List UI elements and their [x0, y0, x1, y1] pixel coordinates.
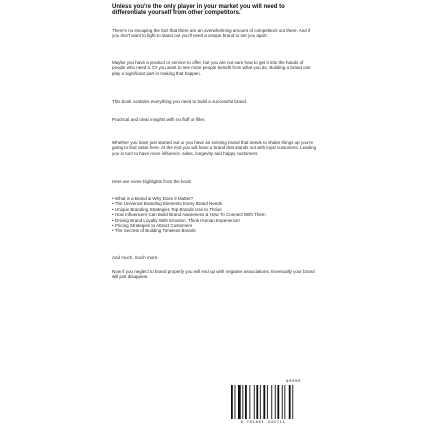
list-item: • The Universal Branding Elements Every Brand Needs	[112, 201, 223, 207]
barcode-bars	[225, 385, 301, 421]
list-item: • Pricing Strategies to Attract Customers	[112, 223, 193, 229]
highlights-intro: Here are some highlights from the book:	[112, 179, 193, 184]
cover-heading-line1: Unless you're the only player in your market you will need to	[112, 4, 285, 10]
isbn-barcode	[225, 380, 301, 428]
intro-paragraph: There's no escaping the fact that there are an overwhelming amount of competitors out there. And if you don't want to fight to stand out you'll need a unique brand to set you apart.	[112, 28, 311, 39]
highlights-list	[112, 196, 317, 234]
list-item: • What is a Brand & Why Does it Matter?	[112, 196, 194, 201]
problem-paragraph: Maybe you have a product or service to offer, but you are not sure how to get it into the hands of people who need it. Or you want to see more people benefit from what you do. Building a brand can play a significant part in making that happen.	[112, 60, 311, 76]
list-item: • The Secrets of Building Timeless Brands	[112, 228, 196, 234]
barcode-price-code: 90000	[285, 380, 301, 384]
audience-paragraph: Whether you have just started out or you have an existing brand that needs to shake things up you're going to find value here. At the end you will have a brand that stands out with loyal customers. Leading you in turn to have more influence, sales, longevity and happy customers.	[112, 140, 317, 156]
list-item: • Unique Branding Strategies Top Brands Use to Thrive	[112, 206, 222, 212]
much-more-line: And much, much more.	[112, 255, 159, 260]
warning-paragraph: Now if you neglect to brand properly you will end up with negative associations. Eventually your brand will just disappear.	[112, 269, 315, 280]
list-item: • Driving Brand Loyalty With Emotion. Think Human Experience!	[112, 217, 240, 223]
book-contents-line: This book contains everything you need to build a successful brand.	[112, 99, 248, 104]
list-item: • How Influencers Can Build Brand Awareness & How To Connect With Them	[112, 212, 266, 218]
cover-heading-line2: differentiate yourself from other competitors.	[112, 10, 241, 16]
barcode-digits: 9 781801 345711	[240, 421, 286, 425]
practical-insights-line: Practical and clear insights with no fluff or filler.	[112, 117, 206, 122]
